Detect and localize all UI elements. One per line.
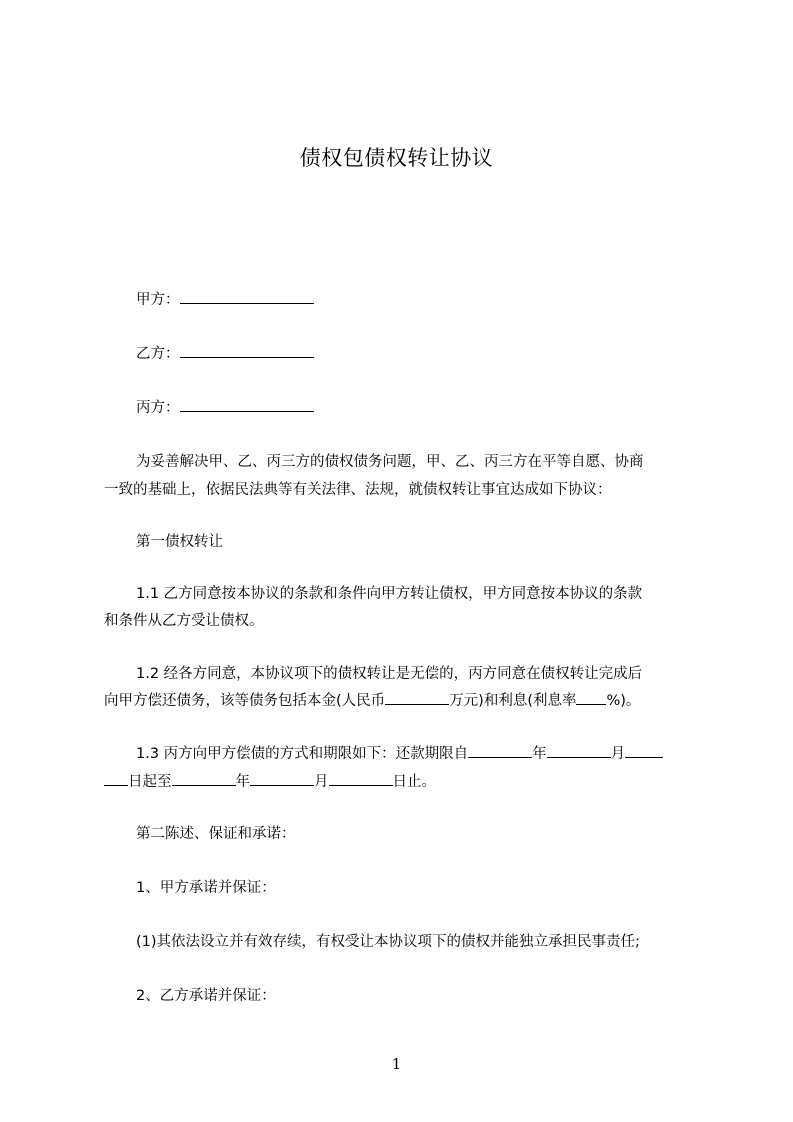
clause-1-3-end-text: 日止。 (392, 774, 436, 790)
clause-1-1-line-2: 和条件从乙方受让债权。 (104, 613, 264, 629)
end-month-blank[interactable] (250, 771, 314, 786)
party-b-blank[interactable] (180, 343, 314, 358)
principal-amount-blank[interactable] (385, 690, 449, 705)
section-2-heading: 第二陈述、保证和承诺： (136, 826, 296, 842)
clause-1-3-end-year-label: 年 (235, 774, 250, 790)
clause-1-2-line-1: 1.2 经各方同意，本协议项下的债权转让是无偿的，丙方同意在债权转让完成后 (136, 666, 643, 682)
clause-1-2-text-c: %)。 (606, 693, 641, 709)
start-month-blank[interactable] (547, 743, 611, 758)
clause-1-3-line-2 (104, 771, 436, 793)
end-year-blank[interactable] (172, 771, 236, 786)
clause-1-2-line-2 (104, 690, 640, 712)
party-c-label: 丙方： (136, 400, 180, 416)
item-2-heading: 2、乙方承诺并保证： (136, 988, 276, 1004)
party-a-blank[interactable] (180, 289, 314, 304)
clause-1-3-line-1 (136, 743, 663, 765)
start-year-blank[interactable] (468, 743, 532, 758)
end-day-blank[interactable] (329, 771, 393, 786)
start-day-blank-part2[interactable] (104, 771, 128, 786)
clause-1-3-text-a: 1.3 丙方向甲方偿债的方式和期限如下：还款期限自 (136, 746, 469, 762)
clause-1-3-end-month-label: 月 (314, 774, 329, 790)
clause-1-3-year-label: 年 (532, 746, 547, 762)
party-c-line (136, 397, 314, 419)
party-a-line (136, 289, 314, 311)
clause-1-2-text-b: 万元)和利息(利息率 (449, 693, 577, 709)
preamble-line-2: 一致的基础上，依据民法典等有关法律、法规，就债权转让事宜达成如下协议： (104, 482, 612, 498)
section-1-heading: 第一债权转让 (136, 534, 223, 550)
party-b-line (136, 343, 314, 365)
clause-1-2-text-a: 向甲方偿还债务，该等债务包括本金(人民币 (104, 693, 386, 709)
party-a-label: 甲方： (136, 292, 180, 308)
page-number: 1 (391, 1055, 402, 1073)
clause-1-1-line-1: 1.1 乙方同意按本协议的条款和条件向甲方转让债权，甲方同意按本协议的条款 (136, 586, 643, 602)
party-c-blank[interactable] (180, 397, 314, 412)
document-title: 债权包债权转让协议 (299, 146, 494, 170)
item-1-heading: 1、甲方承诺并保证： (136, 880, 276, 896)
preamble-line-1: 为妥善解决甲、乙、丙三方的债权债务问题，甲、乙、丙三方在平等自愿、协商 (136, 454, 644, 470)
interest-rate-blank[interactable] (576, 690, 606, 705)
item-1-sub-1: (1)其依法设立并有效存续，有权受让本协议项下的债权并能独立承担民事责任; (136, 934, 640, 950)
clause-1-3-text-from: 日起至 (128, 774, 172, 790)
start-day-blank-part1[interactable] (625, 743, 663, 758)
party-b-label: 乙方： (136, 346, 180, 362)
clause-1-3-month-label: 月 (610, 746, 626, 762)
